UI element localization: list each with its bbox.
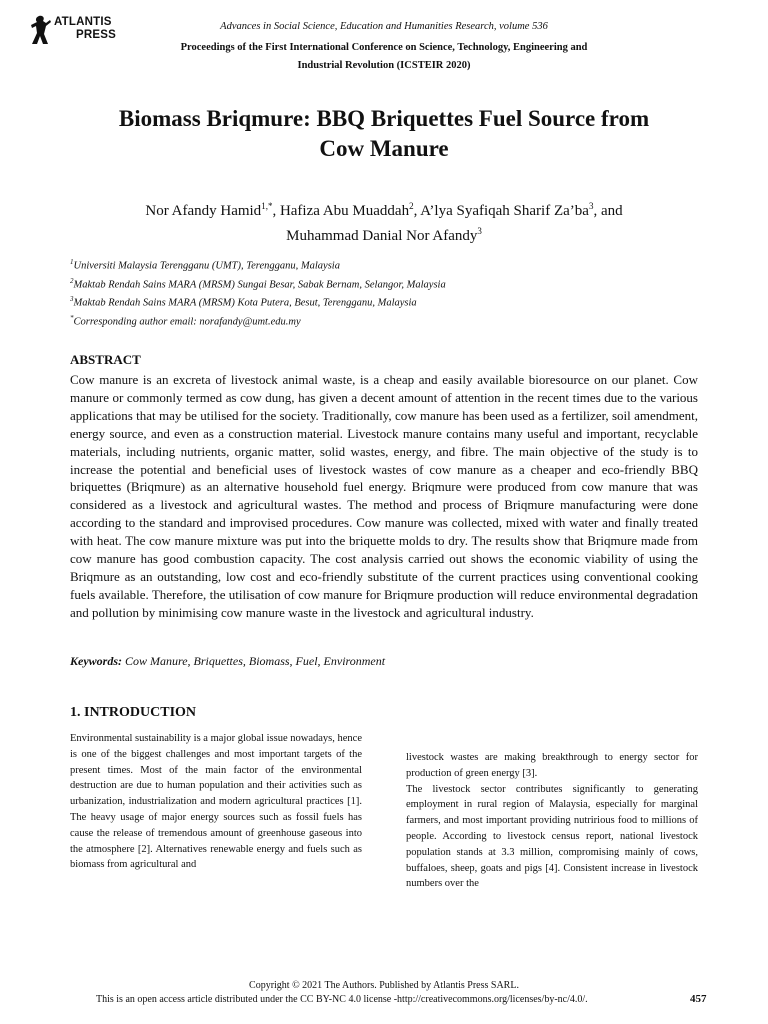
author-name: , A’lya Syafiqah Sharif Za’ba xyxy=(413,203,589,219)
affiliation-text: Universiti Malaysia Terengganu (UMT), Terengganu, Malaysia xyxy=(73,260,340,272)
proceedings-line-1: Proceedings of the First International Conference on Science, Technology, Engineering and xyxy=(180,42,588,53)
introduction-column-1: Environmental sustainability is a major global issue nowadays, hence is one of the biggest challenges and most important targets of the present times. Most of the main factor of the environmental destruction are due to human population and their activities such as urbanization, industrialization and modern agricultural practices [1]. The heavy usage of major energy sources such as fossil fuels has cause the release of tremendous amount of greenhouse gaseous into the atmosphere [2]. Alternatives renewable energy and fuels such as biomass from agricultural and xyxy=(70,733,362,871)
abstract-heading: ABSTRACT xyxy=(70,352,141,367)
keywords-value: Cow Manure, Briquettes, Biomass, Fuel, Environment xyxy=(122,654,386,668)
title-line-1: Biomass Briqmure: BBQ Briquettes Fuel Source from xyxy=(118,106,650,131)
keywords xyxy=(70,654,385,669)
affiliation-sup: 3 xyxy=(70,295,74,303)
intro-paragraph: livestock wastes are making breakthrough to energy sector for production of green energy [3]. xyxy=(406,752,698,779)
author-sup: 1,* xyxy=(261,201,273,211)
proceedings-line-2: Industrial Revolution (ICSTEIR 2020) xyxy=(297,60,471,71)
affiliation-sup: 2 xyxy=(70,276,74,285)
author-line-1 xyxy=(60,196,708,221)
introduction-heading: 1. INTRODUCTION xyxy=(70,705,197,720)
paper-title xyxy=(60,104,708,164)
footer-license: This is an open access article distributed under the CC BY-NC 4.0 license -http://creativecommons.org/licenses/by-nc/4.0/. xyxy=(96,994,588,1005)
corresponding-author xyxy=(70,311,446,330)
corresponding-email: Corresponding author email: norafandy@umt.edu.my xyxy=(73,316,301,327)
title-line-2: Cow Manure xyxy=(319,136,449,161)
author-name: Nor Afandy Hamid xyxy=(145,203,262,219)
author-sup: 2 xyxy=(409,201,414,211)
affiliations xyxy=(70,255,446,329)
affiliation-sup: 1 xyxy=(70,258,74,266)
affiliation-item xyxy=(70,292,446,311)
affiliation-item xyxy=(70,274,446,293)
author-name: , Hafiza Abu Muaddah xyxy=(272,203,410,219)
affiliation-text: Maktab Rendah Sains MARA (MRSM) Sungai Besar, Sabak Bernam, Selangor, Malaysia xyxy=(73,279,446,290)
author-name: Muhammad Danial Nor Afandy xyxy=(286,228,478,244)
intro-paragraph: The livestock sector contributes significantly to generating employment in rural region of Malaysia, especially for marginal farmers, and most important providing nutririous food to millions of people. According to livestock census report, national livestock population stands at 3.3 million, compromising mainly of cows, buffaloes, sheep, goats and pigs [4]. Consistent increase in livestock numbers over the xyxy=(406,783,698,890)
footer-copyright: Copyright © 2021 The Authors. Published by Atlantis Press SARL. xyxy=(249,980,519,991)
author-sup: 3 xyxy=(477,226,482,236)
page-number: 457 xyxy=(690,993,707,1005)
logo-line-press: PRESS xyxy=(76,29,116,41)
logo-line-atlantis: ATLANTIS xyxy=(54,16,112,28)
proceedings-header xyxy=(0,39,768,75)
journal-header: Advances in Social Science, Education and Humanities Research, volume 536 xyxy=(220,21,548,32)
author-sup: 3 xyxy=(588,201,594,211)
author-line-2 xyxy=(60,221,708,246)
introduction-column-2 xyxy=(406,750,698,892)
affiliation-text: Maktab Rendah Sains MARA (MRSM) Kota Putera, Besut, Terengganu, Malaysia xyxy=(73,297,417,309)
affiliation-item xyxy=(70,255,446,274)
abstract-text: Cow manure is an excreta of livestock animal waste, is a cheap and easily available bioresource on our planet. Cow manure or commonly termed as cow dung, has given a decent amount of attention in the recent times due to the various applications that may be utilised for the society. Traditionally, cow manure has been used as a fertilizer, soil amendment, energy source, and even as a construction material. Livestock manure contains many useful and important, recyclable materials, including nutrients, organic matter, solid wastes, energy, and fibre. The main objective of the study is to increase the potential and beneficial uses of livestock wastes of cow manure as a cheaper and eco-friendly BBQ briquettes (Briqmure) as an alternative household fuel energy. Briqmure were produced from cow manure that was considered as a livestock and agricultural wastes. The method and process of Briqmure manufacturing were done according to the standard and improvised procedures. Cow manure was collected, mixed with water and finally treated with heat. The cow manure mixture was put into the briquette molds to dry. The results show that Briqmure made from cow manure has good combustion capacity. The cost analysis carried out shows the economic viability of using the Briqmure as an outstanding, low cost and eco-friendly substitute of the current practices using conventional cooking fuels available. Therefore, the utilisation of cow manure for Briqmure production will reduce environmental degradation and pollution by minimising cow manure waste in the livestock and agricultural industry. xyxy=(70,372,698,620)
author-conjunction: , and xyxy=(593,203,623,219)
keywords-label: Keywords: xyxy=(70,654,122,668)
affiliation-sup: * xyxy=(70,313,74,322)
author-list xyxy=(60,196,708,246)
